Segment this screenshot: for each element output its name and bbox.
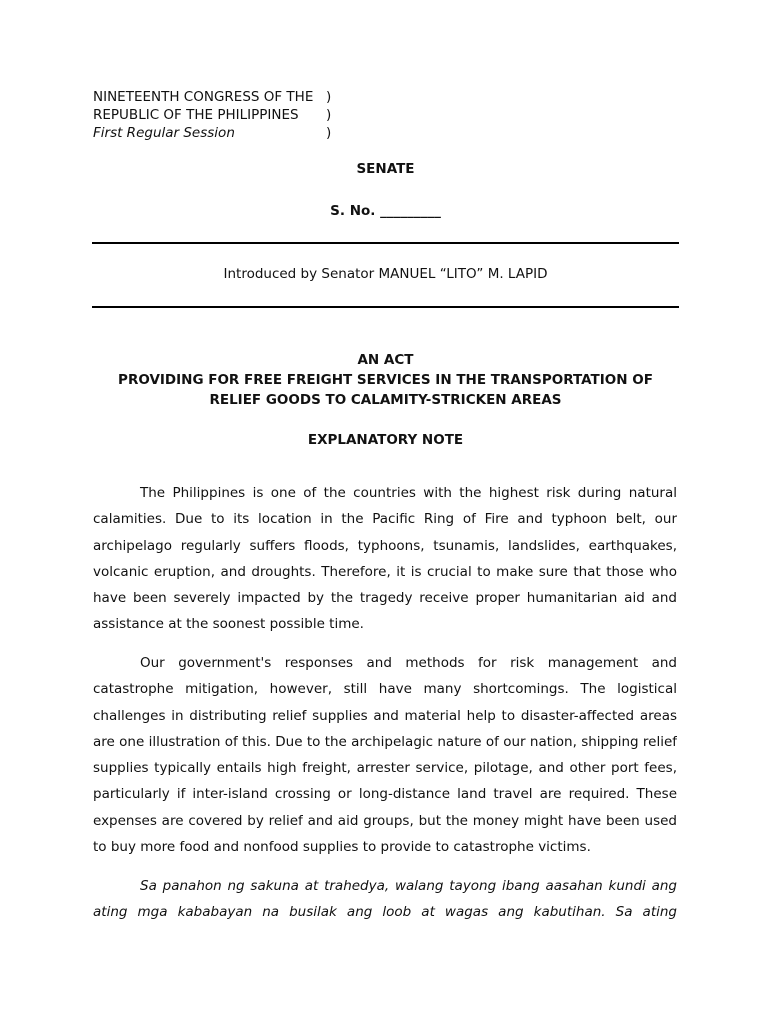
- act-title: [92, 350, 679, 410]
- paragraph-line: expenses are covered by relief and aid groups, but the money might have been used: [93, 812, 677, 829]
- paragraph-line: catastrophe mitigation, however, still have many shortcomings. The logistical: [93, 681, 677, 698]
- paragraph-line: Our government's responses and methods for risk management and: [140, 655, 677, 671]
- congress-line: [93, 88, 332, 106]
- session-text: First Regular Session: [93, 125, 235, 141]
- paragraph-line: Sa panahon ng sakuna at trahedya, walang tayong ibang aasahan kundi ang: [140, 878, 677, 894]
- paren: ): [326, 89, 332, 105]
- paragraph-line: ating mga kababayan na busilak ang loob at wagas ang kabutihan. Sa ating: [93, 904, 677, 921]
- paragraph-line: are one illustration of this. Due to the archipelagic nature of our nation, shipping relief: [93, 733, 677, 750]
- paragraph-line: assistance at the soonest possible time.: [93, 616, 364, 633]
- paragraph-line: have been severely impacted by the tragedy receive proper humanitarian aid and: [93, 590, 677, 607]
- paragraph-line: The Philippines is one of the countries with the highest risk during natural: [140, 485, 677, 501]
- session-line: [93, 124, 332, 142]
- divider-bottom: [92, 306, 679, 308]
- paragraph-line: calamities. Due to its location in the Pacific Ring of Fire and typhoon belt, our: [93, 511, 677, 528]
- chamber-heading: SENATE: [356, 161, 415, 177]
- divider-top: [92, 242, 679, 244]
- paren: ): [326, 125, 332, 141]
- paragraph-line: to buy more food and nonfood supplies to provide to catastrophe victims.: [93, 839, 591, 856]
- paragraph-line: particularly if inter-island crossing or long-distance land travel are required. These: [93, 786, 677, 803]
- act-title-line2: PROVIDING FOR FREE FREIGHT SERVICES IN THE TRANSPORTATION OF: [118, 372, 653, 388]
- congress-text: NINETEENTH CONGRESS OF THE: [93, 89, 314, 105]
- paragraph-line: challenges in distributing relief supplies and material help to disaster-affected areas: [93, 707, 677, 724]
- act-title-line1: AN ACT: [357, 352, 414, 368]
- republic-line: [93, 106, 332, 124]
- paren: ): [326, 107, 332, 123]
- paragraph-line: archipelago regularly suffers floods, typhoons, tsunamis, landslides, earthquakes,: [93, 537, 677, 554]
- explanatory-note-heading: EXPLANATORY NOTE: [307, 432, 464, 448]
- introduced-by: Introduced by Senator MANUEL “LITO” M. LAPID: [223, 266, 548, 282]
- act-title-line3: RELIEF GOODS TO CALAMITY-STRICKEN AREAS: [209, 392, 562, 408]
- bill-number: S. No. _________: [330, 203, 441, 219]
- paragraph-line: volcanic eruption, and droughts. Therefore, it is crucial to make sure that those who: [93, 563, 677, 580]
- paragraph-line: supplies typically entails high freight, arrester service, pilotage, and other port fees,: [93, 760, 677, 777]
- republic-text: REPUBLIC OF THE PHILIPPINES: [93, 107, 299, 123]
- paragraph-3: [93, 873, 677, 926]
- paragraph-1: [93, 480, 677, 638]
- paragraph-2: [93, 650, 677, 860]
